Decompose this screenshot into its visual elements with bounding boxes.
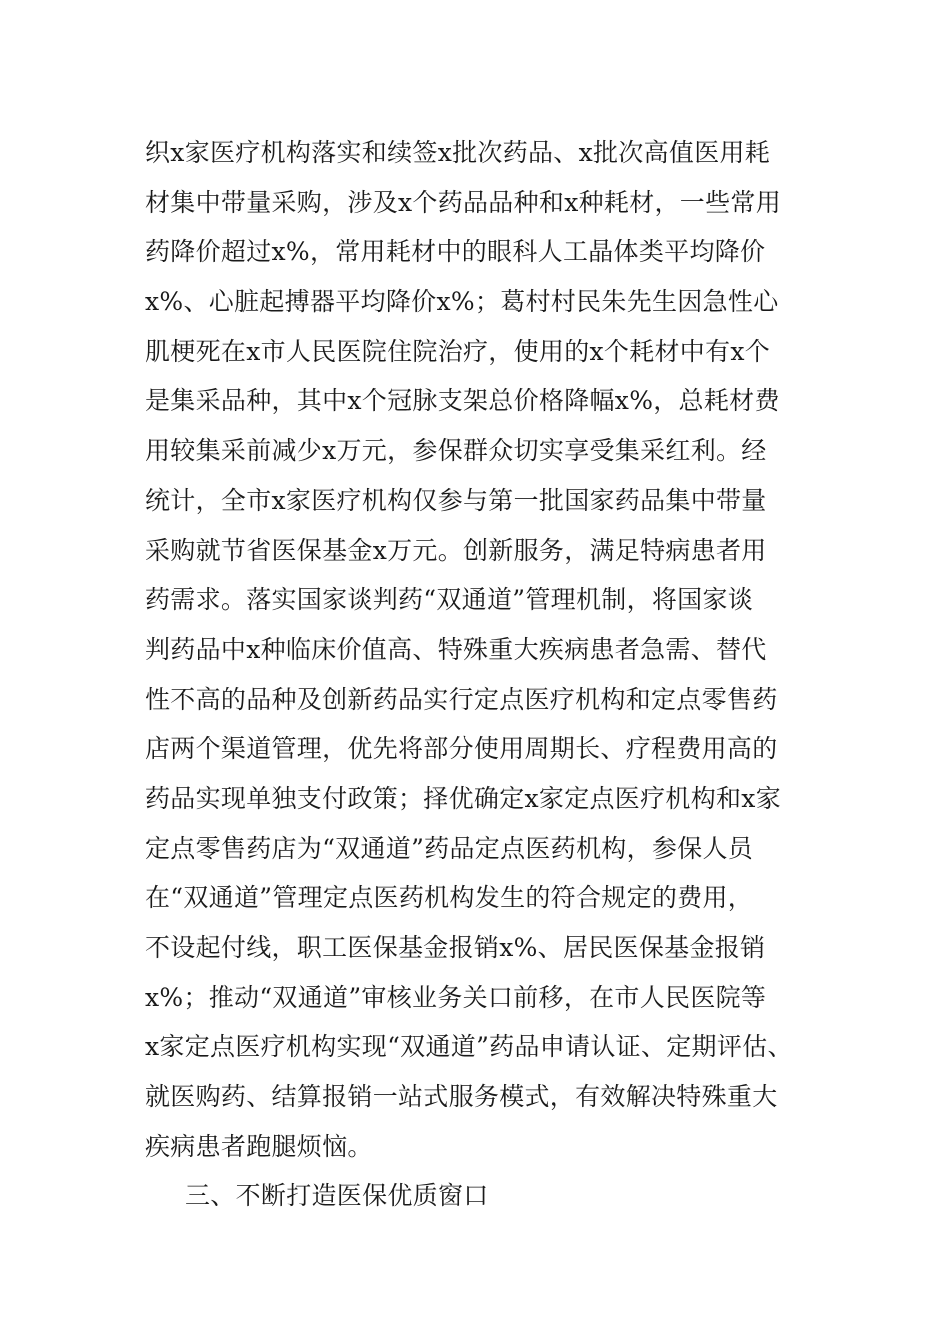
section-heading: 三、不断打造医保优质窗口 [185, 1181, 489, 1210]
paragraph-line: 疾病患者跑腿烦恼。 [145, 1131, 373, 1161]
paragraph-line: 材集中带量采购，涉及x个药品品种和x种耗材，一些常用 [145, 187, 782, 217]
paragraph-line: 就医购药、结算报销一站式服务模式，有效解决特殊重大 [145, 1082, 778, 1112]
paragraph-line: 性不高的品种及创新药品实行定点医疗机构和定点零售药 [145, 684, 778, 714]
paragraph-line: 不设起付线，职工医保基金报销x%、居民医保基金报销 [145, 933, 766, 962]
paragraph-line: 是集采品种，其中x个冠脉支架总价格降幅x%，总耗材费 [145, 386, 780, 416]
paragraph-line: x家定点医疗机构实现“双通道”药品申请认证、定期评估、 [145, 1032, 793, 1062]
paragraph-line: 药品实现单独支付政策；择优确定x家定点医疗机构和x家 [145, 783, 782, 813]
paragraph-line: 织x家医疗机构落实和续签x批次药品、x批次高值医用耗 [145, 138, 771, 167]
paragraph-line: x%；推动“双通道”审核业务关口前移，在市人民医院等 [145, 982, 767, 1012]
paragraph-line: 店两个渠道管理，优先将部分使用周期长、疗程费用高的 [145, 734, 778, 764]
paragraph-line: 肌梗死在x市人民医院住院治疗，使用的x个耗材中有x个 [145, 336, 771, 366]
paragraph-line: 药需求。落实国家谈判药“双通道”管理机制，将国家谈 [145, 585, 754, 615]
paragraph-line: x%、心脏起搏器平均降价x%；葛村村民朱先生因急性心 [145, 287, 779, 317]
paragraph-line: 判药品中x种临床价值高、特殊重大疾病患者急需、替代 [145, 634, 767, 664]
paragraph-line: 统计，全市x家医疗机构仅参与第一批国家药品集中带量 [145, 485, 767, 515]
paragraph-line: 在“双通道”管理定点医药机构发生的符合规定的费用， [145, 883, 754, 913]
paragraph-line: 用较集采前减少x万元，参保群众切实享受集采红利。经 [145, 436, 767, 466]
paragraph-line: 定点零售药店为“双通道”药品定点医药机构，参保人员 [145, 833, 754, 863]
paragraph-line: 采购就节省医保基金x万元。创新服务，满足特病患者用 [145, 535, 767, 565]
body-paragraph [145, 128, 865, 1171]
paragraph-line: 药降价超过x%，常用耗材中的眼科人工晶体类平均降价 [145, 237, 766, 267]
